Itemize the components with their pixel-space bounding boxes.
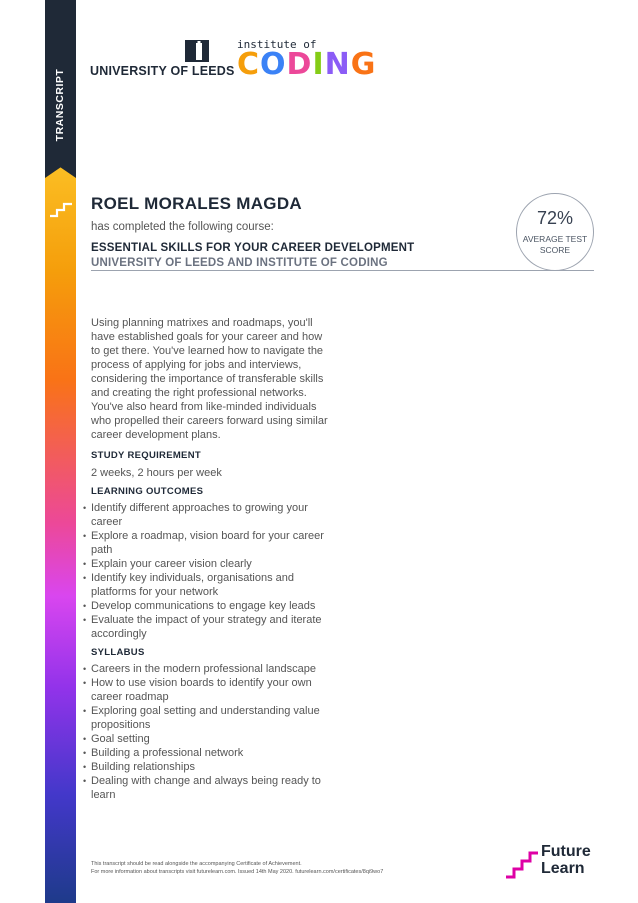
list-item: • Identify key individuals, organisations and platforms for your network [91,571,331,599]
leeds-crest-icon [185,40,209,62]
ioc-logo-word [237,47,376,82]
leeds-logo-text: UNIVERSITY OF LEEDS [90,64,235,78]
course-provider: UNIVERSITY OF LEEDS AND INSTITUTE OF CODING [91,257,388,269]
learner-name: ROEL MORALES MAGDA [91,194,302,213]
outcomes-list [91,501,331,641]
futurelearn-stairs-icon [505,847,539,879]
study-value: 2 weeks, 2 hours per week [91,467,222,479]
list-item: • Goal setting [91,732,331,746]
list-item: • Develop communications to engage key leads [91,599,331,613]
score-label: AVERAGE TEST SCORE [522,234,588,255]
university-of-leeds-logo [90,40,235,80]
list-item: • Identify different approaches to growing your career [91,501,331,529]
footer-line-2: For more information about transcripts visit futurelearn.com. Issued 14th May 2020. futurelearn.com/certificates/8qi9wo7 [91,869,384,875]
list-item: • Building relationships [91,760,331,774]
ioc-letter: O [260,47,286,82]
list-item: • How to use vision boards to identify your own career roadmap [91,676,331,704]
completed-text: has completed the following course: [91,221,274,233]
syllabus-section [91,646,331,802]
transcript-tab-label: TRANSCRIPT [54,68,66,142]
study-heading: STUDY REQUIREMENT [91,450,201,461]
learning-outcomes-section [91,485,331,641]
score-value: 72% [536,208,574,228]
ioc-letter: D [286,47,312,82]
list-item: • Explore a roadmap, vision board for your career path [91,529,331,557]
list-item: • Building a professional network [91,746,331,760]
course-title: ESSENTIAL SKILLS FOR YOUR CAREER DEVELOPMENT [91,242,415,254]
divider [91,270,594,271]
footer-note [91,860,383,876]
ioc-letter: I [312,47,324,82]
list-item: • Explain your career vision clearly [91,557,331,571]
ioc-logo-top-text: institute of [237,38,317,51]
list-item: • Exploring goal setting and understanding value propositions [91,704,331,732]
syllabus-list [91,662,331,802]
ioc-letter: G [350,47,376,82]
list-item: • Evaluate the impact of your strategy and iterate accordingly [91,613,331,641]
study-requirement-section [91,449,331,480]
course-description: Using planning matrixes and roadmaps, you'll have established goals for your career and how to get there. You've learned how to navigate the process of applying for jobs and interviews, considering the importance of transferable skills and creating the right professional networks. You've also heard from like-minded individuals who propelled their careers forward using similar career development plans. [91,317,328,441]
footer-line-1: This transcript should be read alongside the accompanying Certificate of Achievement. [91,861,302,867]
institute-of-coding-logo [237,38,382,82]
futurelearn-logo [505,843,625,883]
ioc-letter: N [324,47,350,82]
syllabus-heading: SYLLABUS [91,647,145,658]
ioc-letter: C [237,47,260,82]
stairs-icon [49,200,73,218]
futurelearn-logo-text: Future Learn [541,843,591,877]
list-item: • Dealing with change and always being ready to learn [91,774,331,802]
score-badge [516,193,594,271]
list-item: • Careers in the modern professional landscape [91,662,331,676]
outcomes-heading: LEARNING OUTCOMES [91,486,204,497]
